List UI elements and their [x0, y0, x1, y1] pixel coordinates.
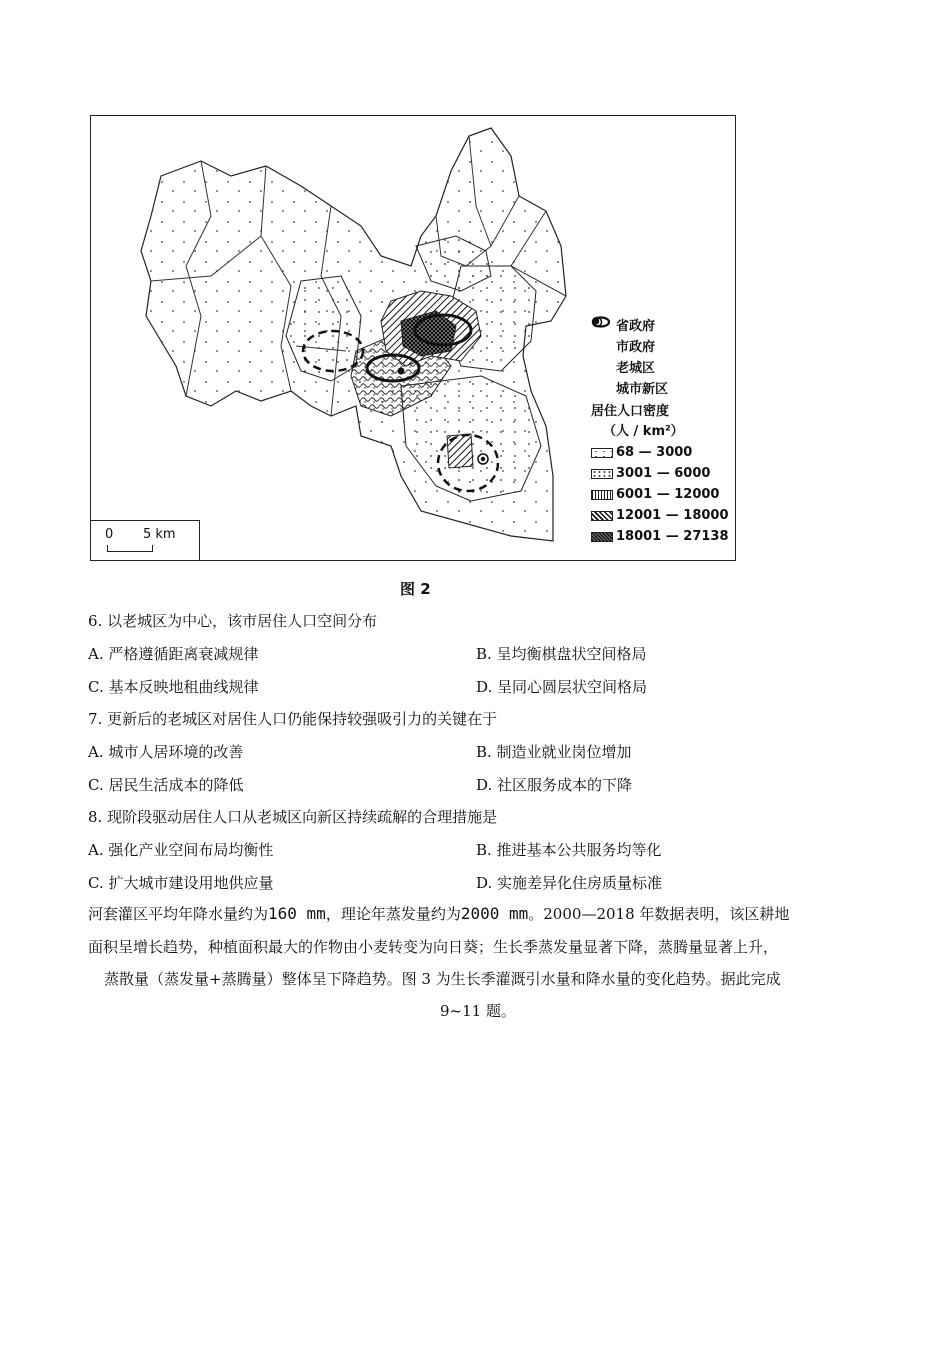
swatch-hatch-icon — [591, 511, 613, 521]
swatch-crosshatch-icon — [591, 532, 613, 542]
passage-line-1-b: ，理论年蒸发量约为 — [325, 905, 461, 923]
question-8-stem: 8. 现阶段驱动居住人口从老城区向新区持续疏解的合理措施是 — [88, 808, 498, 826]
passage-line-1-a: 河套灌区平均年降水量约为 — [88, 905, 269, 923]
map-legend — [591, 316, 735, 547]
swatch-wavy-icon — [591, 490, 613, 500]
precipitation-value: 160 mm — [268, 904, 326, 923]
figure-2-caption: 图 2 — [400, 580, 431, 598]
scale-bar-box — [91, 520, 200, 561]
legend-class-1 — [591, 442, 735, 463]
city-gov-marker — [398, 368, 405, 375]
legend-new-district — [591, 379, 735, 400]
passage-line-1 — [88, 903, 789, 924]
question-6-option-b: B. 呈均衡棋盘状空间格局 — [476, 645, 647, 663]
legend-new-district-label: 城市新区 — [616, 381, 669, 397]
legend-class-2 — [591, 463, 735, 484]
legend-class-4-label: 12001 — 18000 — [616, 507, 729, 523]
legend-city-gov-label: 市政府 — [616, 339, 656, 355]
question-8-option-c: C. 扩大城市建设用地供应量 — [88, 874, 274, 892]
legend-class-3 — [591, 484, 735, 505]
passage-line-4: 9~11 题。 — [440, 1002, 516, 1020]
swatch-dots-icon — [591, 469, 613, 479]
swatch-sparse-icon — [591, 448, 613, 458]
question-7-option-a: A. 城市人居环境的改善 — [88, 743, 244, 761]
legend-class-2-label: 3001 — 6000 — [616, 465, 711, 481]
legend-class-1-label: 68 — 3000 — [616, 444, 693, 460]
legend-class-4 — [591, 505, 735, 526]
question-8-option-d: D. 实施差异化住房质量标准 — [476, 874, 663, 892]
figure-2-map — [90, 115, 736, 561]
legend-class-3-label: 6001 — 12000 — [616, 486, 720, 502]
question-6-option-a: A. 严格遵循距离衰减规律 — [88, 645, 259, 663]
scale-distance-label: 5 km — [143, 527, 176, 542]
question-6-stem: 6. 以老城区为中心，该市居住人口空间分布 — [88, 612, 378, 630]
passage-line-2: 面积呈增长趋势，种植面积最大的作物由小麦转变为向日葵；生长季蒸发量显著下降，蒸腾量显著上升， — [88, 938, 779, 956]
question-8-option-b: B. 推进基本公共服务均等化 — [476, 841, 662, 859]
legend-city-gov — [591, 337, 735, 358]
legend-provincial-gov — [591, 316, 735, 337]
legend-provincial-gov-label: 省政府 — [616, 318, 656, 334]
legend-class-5 — [591, 526, 735, 547]
evaporation-value: 2000 mm — [460, 904, 529, 923]
scale-zero-label: 0 — [105, 527, 114, 542]
legend-class-5-label: 18001 — 27138 — [616, 528, 729, 544]
scale-bar-line — [107, 545, 153, 552]
question-7-option-c: C. 居民生活成本的降低 — [88, 776, 244, 794]
passage-line-3: 蒸散量（蒸发量+蒸腾量）整体呈下降趋势。图 3 为生长季灌溉引水量和降水量的变化趋势。据此完成 — [104, 970, 781, 988]
legend-old-district-label: 老城区 — [616, 360, 656, 376]
question-6-option-c: C. 基本反映地租曲线规律 — [88, 678, 259, 696]
legend-density-title: 居住人口密度 — [591, 404, 670, 419]
question-7-option-d: D. 社区服务成本的下降 — [476, 776, 633, 794]
question-7-option-b: B. 制造业就业岗位增加 — [476, 743, 632, 761]
question-6-option-d: D. 呈同心圆层状空间格局 — [476, 678, 648, 696]
passage-line-1-c: 。2000—2018 年数据表明，该区耕地 — [528, 905, 790, 923]
question-8-option-a: A. 强化产业空间布局均衡性 — [88, 841, 274, 859]
legend-density-unit: （人 / km²） — [603, 424, 684, 439]
question-7-stem: 7. 更新后的老城区对居住人口仍能保持较强吸引力的关键在于 — [88, 710, 498, 728]
legend-old-district — [591, 358, 735, 379]
